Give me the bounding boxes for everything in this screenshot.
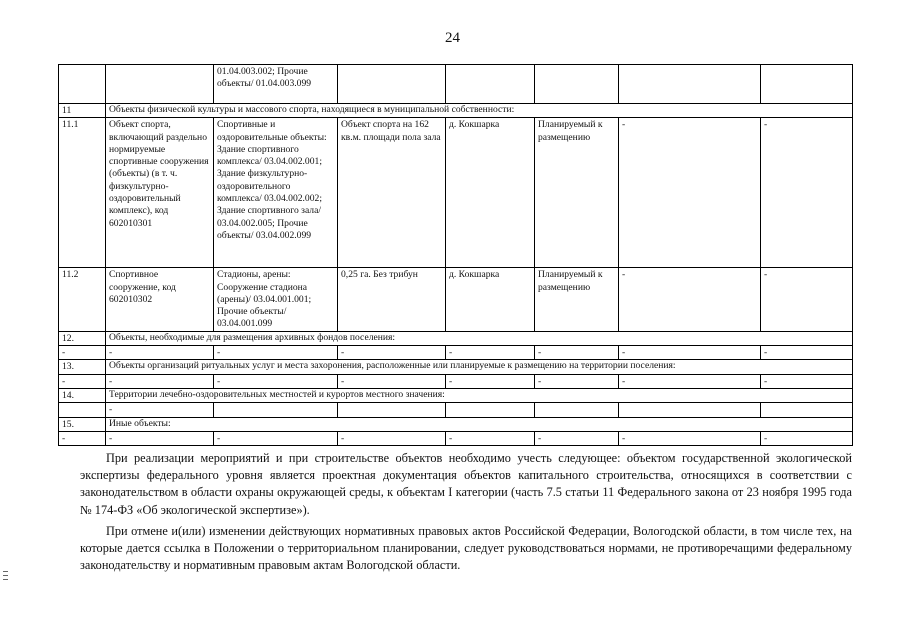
zone-cell: -	[619, 118, 761, 268]
location-cell: д. Кокшарка	[446, 268, 535, 331]
dash-row: - - - - - - - -	[59, 374, 853, 388]
section-row	[59, 360, 853, 374]
body-text	[80, 450, 852, 578]
section-title: Объекты, необходимые для размещения архивных фондов поселения:	[106, 331, 853, 345]
object-name-cell: Объект спорта, включающий раздельно нормируемые спортивные сооружения (объекты) (в т. ч. физкультурно-оздоровительный комплекс), код 602010301	[106, 118, 214, 268]
section-title: Объекты физической культуры и массового спорта, находящиеся в муниципальной собственности:	[106, 104, 853, 118]
characteristics-cell: Объект спорта на 162 кв.м. площади пола зала	[338, 118, 446, 268]
location-cell: д. Кокшарка	[446, 118, 535, 268]
extra-cell: -	[761, 268, 853, 331]
section-row	[59, 331, 853, 345]
section-number: 13.	[59, 360, 106, 374]
object-type-cell: Стадионы, арены: Сооружение стадиона (арены)/ 03.04.001.001; Прочие объекты/ 03.04.001.099	[214, 268, 338, 331]
section-number: 11	[59, 104, 106, 118]
section-number: 14.	[59, 388, 106, 402]
status-cell: Планируемый к размещению	[535, 268, 619, 331]
scan-edge-mark	[3, 575, 8, 576]
object-type-cell: Спортивные и оздоровительные объекты: Здание спортивного комплекса/ 03.04.002.001; Здание физкультурно-оздоровительного комплекса/ 03.04.002.002; Здание спортивного зала/ 03.04.002.005; Прочие объекты/ 03.04.002.099	[214, 118, 338, 268]
section-row	[59, 104, 853, 118]
territorial-objects-table	[58, 64, 853, 446]
paragraph: При реализации мероприятий и при строительстве объектов необходимо учесть следующее: объектом государственной экологической экспертизы федерального уровня является проектная документация объектов капитального строительства, относящихся в соответствии с законодательством в области охраны окружающей среды, к объектам I категории (часть 7.5 статьи 11 Федерального закона от 23 ноября 1995 года № 174-ФЗ «Об экологической экспертизе»).	[80, 451, 852, 517]
zone-cell: -	[619, 268, 761, 331]
section-row	[59, 388, 853, 402]
table-row	[59, 65, 853, 104]
scan-edge-mark	[3, 579, 8, 580]
section-number: 12.	[59, 331, 106, 345]
dash-row: - - - - - - - -	[59, 431, 853, 445]
scan-edge-mark	[3, 571, 8, 572]
paragraph: При отмене и(или) изменении действующих нормативных правовых актов Российской Федерации, Вологодской области, в том числе тех, на которые дается ссылка в Положении о территориальном планировании, следует руководствоваться нормами, не противоречащими федеральному законодательству и нормативным правовым актам Вологодской области.	[80, 523, 852, 573]
row-number: 11.1	[59, 118, 106, 268]
page-number: 24	[445, 30, 460, 46]
dash-row: -	[59, 403, 853, 417]
object-name-cell: Спортивное сооружение, код 602010302	[106, 268, 214, 331]
section-title: Объекты организаций ритуальных услуг и места захоронения, расположенные или планируемые к размещению на территории поселения:	[106, 360, 853, 374]
extra-cell: -	[761, 118, 853, 268]
dash-row: - - - - - - - -	[59, 346, 853, 360]
table-row	[59, 268, 853, 331]
table-cell: 01.04.003.002; Прочие объекты/ 01.04.003.099	[214, 65, 338, 104]
section-number: 15.	[59, 417, 106, 431]
characteristics-cell: 0,25 га. Без трибун	[338, 268, 446, 331]
row-number: 11.2	[59, 268, 106, 331]
table-row	[59, 118, 853, 268]
status-cell: Планируемый к размещению	[535, 118, 619, 268]
section-title: Иные объекты:	[106, 417, 853, 431]
section-row	[59, 417, 853, 431]
section-title: Территории лечебно-оздоровительных местностей и курортов местного значения:	[106, 388, 853, 402]
